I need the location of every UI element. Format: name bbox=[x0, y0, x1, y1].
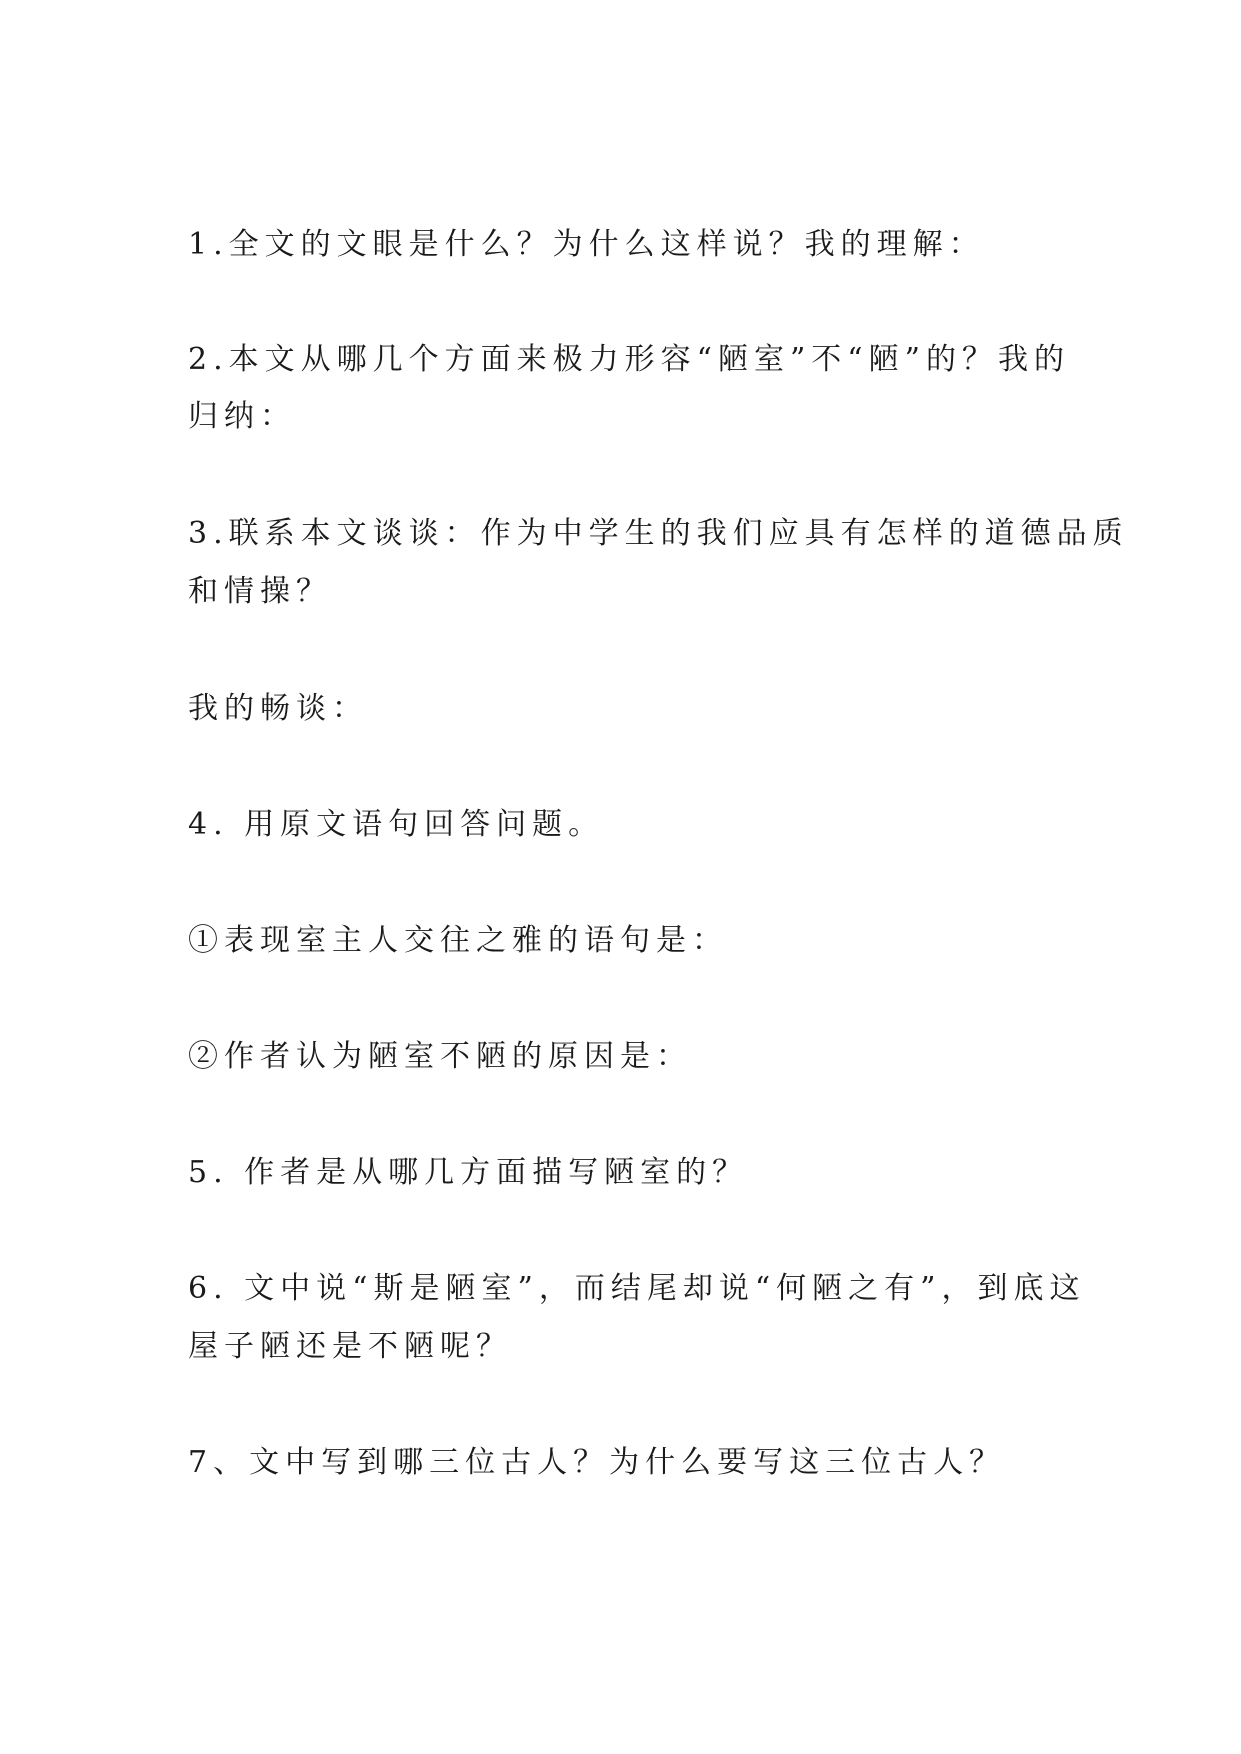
question-3-text-line-2: 和情操？ bbox=[188, 574, 332, 609]
question-6-text-line-2: 屋子陋还是不陋呢？ bbox=[188, 1329, 512, 1364]
question-5-text: 5. 作者是从哪几方面描写陋室的？ bbox=[188, 1155, 749, 1190]
question-4-text: 4. 用原文语句回答问题。 bbox=[188, 807, 605, 842]
question-2-text-line-2: 归纳： bbox=[188, 399, 296, 434]
question-3-text-line-1: 3.联系本文谈谈：作为中学生的我们应具有怎样的道德品质 bbox=[188, 516, 1129, 551]
question-7-text: 7、文中写到哪三位古人？为什么要写这三位古人？ bbox=[188, 1445, 1006, 1480]
question-4-part-2-text: ②作者认为陋室不陋的原因是： bbox=[188, 1039, 692, 1074]
question-1-text: 1.全文的文眼是什么？为什么这样说？我的理解： bbox=[188, 227, 985, 262]
question-2-text-line-1: 2.本文从哪几个方面来极力形容“陋室”不“陋”的？我的 bbox=[188, 342, 1070, 377]
question-6-text-line-1: 6. 文中说“斯是陋室”，而结尾却说“何陋之有”，到底这 bbox=[188, 1271, 1086, 1306]
question-4-part-1-text: ①表现室主人交往之雅的语句是： bbox=[188, 923, 728, 958]
answer-prompt-text: 我的畅谈： bbox=[188, 691, 368, 726]
